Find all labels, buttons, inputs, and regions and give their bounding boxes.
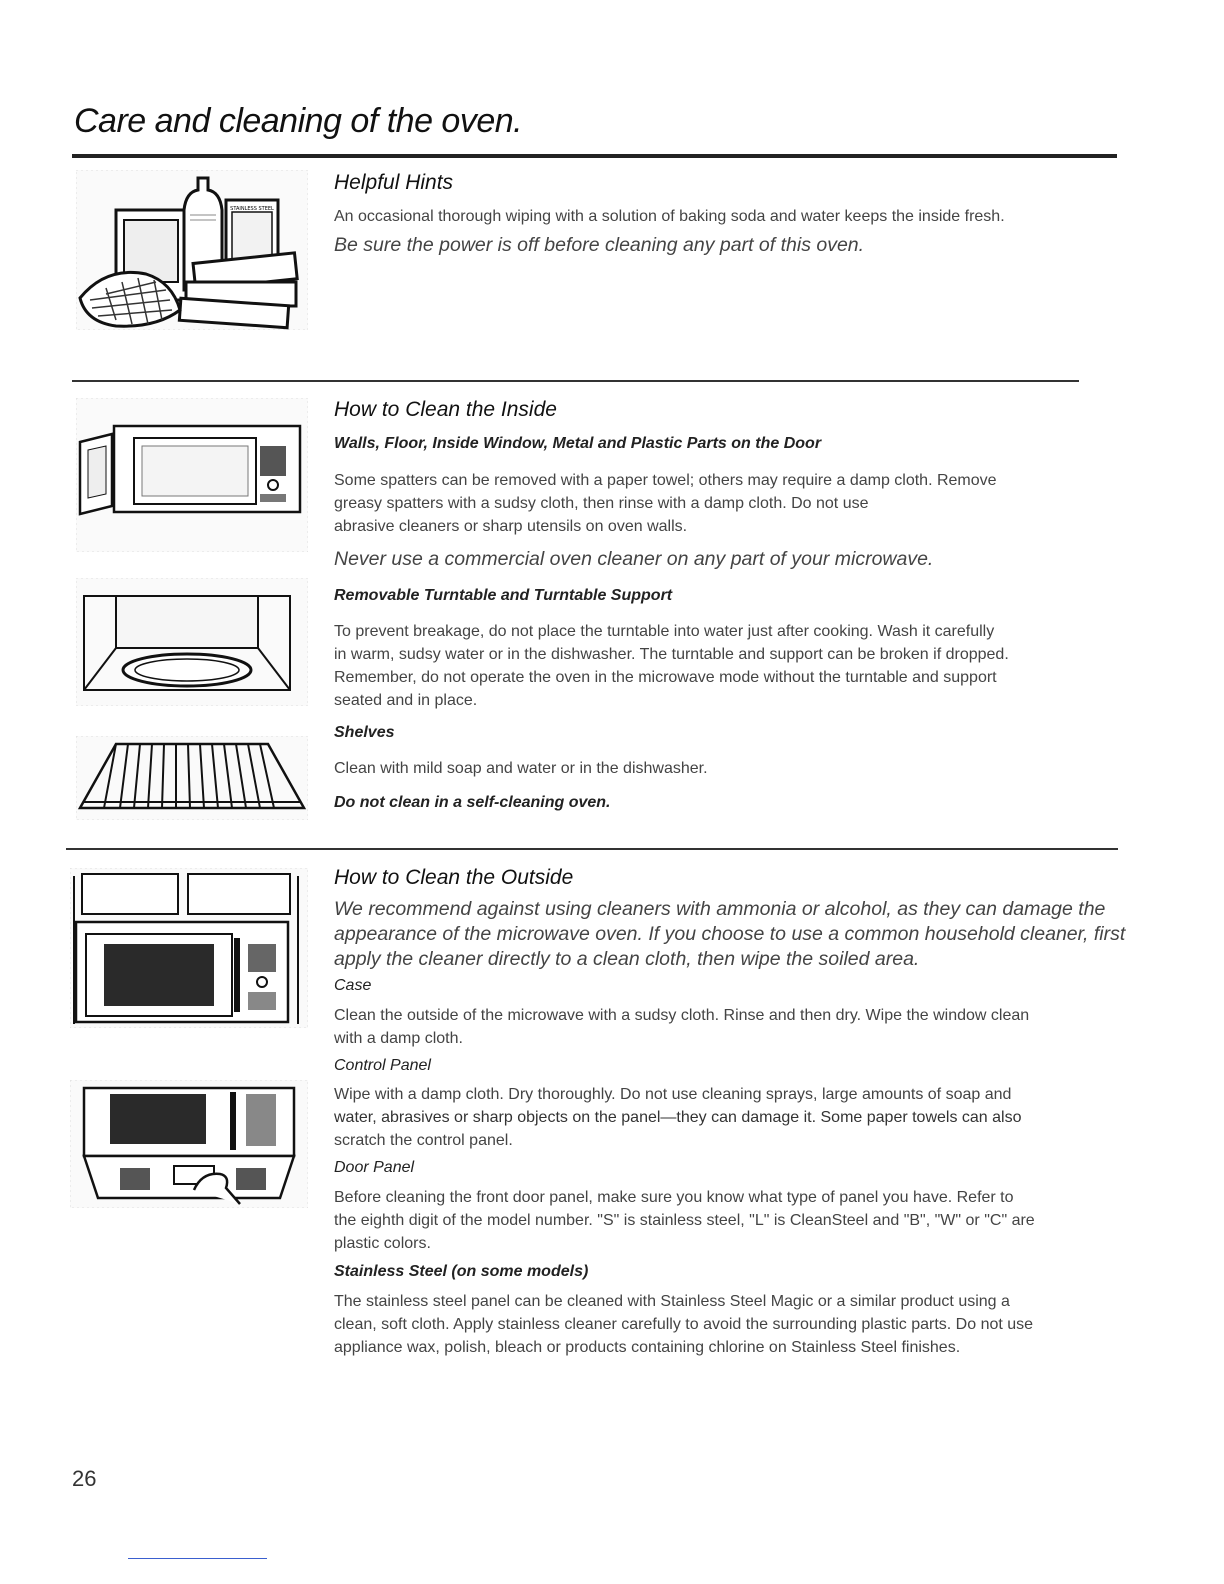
case-line: Clean the outside of the microwave with a sudsy cloth. Rinse and then dry. Wipe the window clean: [334, 1007, 1030, 1024]
title-rule: [72, 154, 1117, 158]
turntable-subheading: Removable Turntable and Turntable Support: [334, 587, 673, 604]
turntable-illustration: [76, 578, 308, 706]
page-title: Care and cleaning of the oven.: [74, 102, 523, 140]
case-text: [334, 1004, 1134, 1050]
door-panel-line: plastic colors.: [334, 1235, 431, 1252]
ammonia-warning-line: We recommend against using cleaners with ammonia or alcohol, as they can damage the: [334, 898, 1106, 920]
walls-subheading: Walls, Floor, Inside Window, Metal and Plastic Parts on the Door: [334, 435, 822, 452]
shelf-rack-illustration: [76, 736, 308, 820]
section-divider-outside: [66, 848, 1118, 850]
turntable-text: [334, 620, 1114, 712]
door-panel-text: [334, 1186, 1134, 1255]
stainless-steel-label: STAINLESS STEEL: [230, 206, 274, 212]
case-line: with a damp cloth.: [334, 1030, 463, 1047]
self-cleaning-note: Do not clean in a self-cleaning oven.: [334, 794, 611, 811]
ammonia-warning: [334, 897, 1134, 972]
power-off-warning: Be sure the power is off before cleaning any part of this oven.: [334, 234, 865, 256]
walls-line: greasy spatters with a sudsy cloth, then rinse with a damp cloth. Do not use: [334, 495, 869, 512]
open-microwave-illustration: [76, 398, 308, 552]
footer-line: [128, 1558, 267, 1559]
walls-text: [334, 469, 1114, 538]
turntable-line: in warm, sudsy water or in the dishwasher. The turntable and support can be broken if dropped.: [334, 646, 1009, 663]
section-divider-inside: [72, 380, 1079, 382]
walls-line: Some spatters can be removed with a paper towel; others may require a damp cloth. Remove: [334, 472, 997, 489]
shelves-subheading: Shelves: [334, 724, 395, 741]
helpful-hints-text: An occasional thorough wiping with a solution of baking soda and water keeps the inside fresh.: [334, 208, 1005, 225]
stainless-steel-line: The stainless steel panel can be cleaned with Stainless Steel Magic or a similar product using a: [334, 1293, 1010, 1310]
case-subheading: Case: [334, 977, 372, 994]
oven-cleaner-warning: Never use a commercial oven cleaner on any part of your microwave.: [334, 548, 934, 570]
ammonia-warning-line: apply the cleaner directly to a clean cloth, then wipe the soiled area.: [334, 948, 920, 970]
page-number: 26: [72, 1466, 97, 1491]
door-panel-line: the eighth digit of the model number. "S" is stainless steel, "L" is CleanSteel and "B", "W" or "C" are: [334, 1212, 1035, 1229]
stainless-steel-text: [334, 1290, 1134, 1359]
turntable-line: To prevent breakage, do not place the turntable into water just after cooking. Wash it carefully: [334, 623, 995, 640]
inside-heading: How to Clean the Inside: [334, 398, 557, 421]
shelves-text: Clean with mild soap and water or in the dishwasher.: [334, 760, 708, 777]
helpful-hints-heading: Helpful Hints: [334, 171, 454, 194]
door-panel-line: Before cleaning the front door panel, make sure you know what type of panel you have. Refer to: [334, 1189, 1014, 1206]
walls-line: abrasive cleaners or sharp utensils on oven walls.: [334, 518, 688, 535]
door-panel-subheading: Door Panel: [334, 1159, 415, 1176]
stainless-steel-line: clean, soft cloth. Apply stainless cleaner carefully to avoid the surrounding plastic parts. Do not use: [334, 1316, 1034, 1333]
outside-heading: How to Clean the Outside: [334, 866, 574, 889]
stainless-steel-line: appliance wax, polish, bleach or products containing chlorine on Stainless Steel finishes.: [334, 1339, 961, 1356]
installed-microwave-illustration: [70, 868, 308, 1028]
stainless-steel-subheading: Stainless Steel (on some models): [334, 1263, 589, 1280]
control-panel-subheading: Control Panel: [334, 1057, 431, 1074]
wiping-control-panel-illustration: [70, 1080, 308, 1208]
turntable-line: Remember, do not operate the oven in the microwave mode without the turntable and support: [334, 669, 997, 686]
control-panel-text: [334, 1083, 1134, 1152]
ammonia-warning-line: appearance of the microwave oven. If you choose to use a common household cleaner, first: [334, 923, 1126, 945]
control-panel-line: water, abrasives or sharp objects on the panel—they can damage it. Some paper towels can also: [334, 1109, 1022, 1126]
control-panel-line: scratch the control panel.: [334, 1132, 513, 1149]
cleaning-supplies-illustration: [76, 170, 308, 330]
control-panel-line: Wipe with a damp cloth. Dry thoroughly. Do not use cleaning sprays, large amounts of soap and: [334, 1086, 1012, 1103]
turntable-line: seated and in place.: [334, 692, 478, 709]
